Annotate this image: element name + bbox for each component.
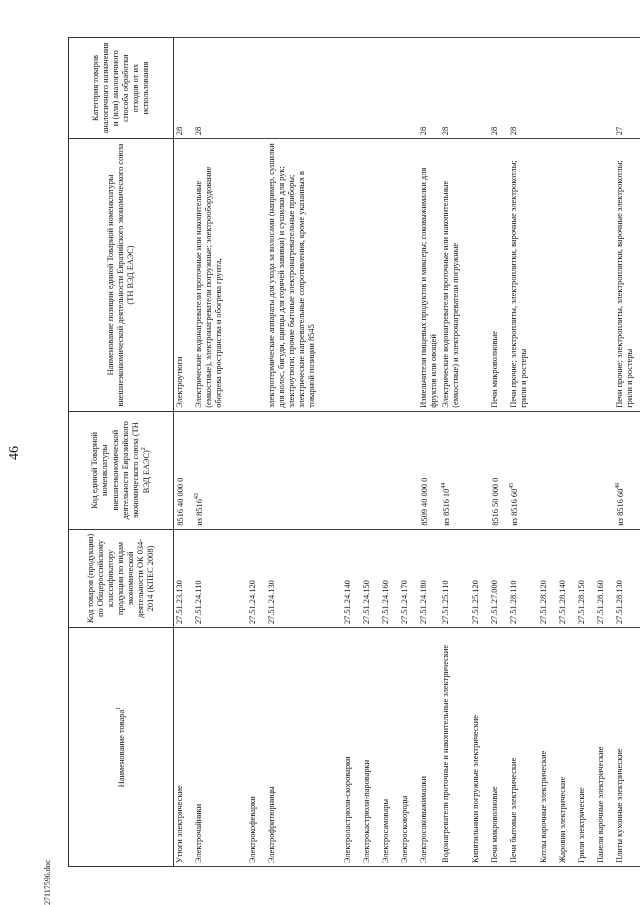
cell-tnved-name: Электрические водонагреватели проточные или накопительные (емкостные), электронагреватели погружные; электрооборудование обогрева пространства и обогрева грунта, — [193, 139, 247, 412]
table-header-row — [69, 38, 174, 867]
cell-category — [266, 38, 342, 139]
cell-tnved-name — [595, 139, 614, 412]
cell-okpd: 27.51.24.120 — [247, 529, 266, 627]
cell-name: Кипятильники погружные электрические — [470, 628, 489, 867]
cell-category: 28 — [193, 38, 247, 139]
cell-okpd: 27.51.24.110 — [193, 529, 247, 627]
table-row — [193, 38, 247, 867]
cell-category — [595, 38, 614, 139]
cell-tnved — [538, 411, 557, 529]
cell-tnved-name — [247, 139, 266, 412]
cell-tnved — [595, 411, 614, 529]
cell-category: 28 — [174, 38, 194, 139]
footer-doc-name: 27117596.doc — [43, 859, 52, 905]
header-category: Категория товаров аналогичного назначения и (или) аналогичного способа обработки отходов от их использования — [69, 38, 174, 139]
cell-name: Электрофритюрницы — [266, 628, 342, 867]
cell-tnved-name: Электрические водонагреватели проточные или накопительные (емкостные) и электронагреватели погружные — [440, 139, 470, 412]
table-row — [266, 38, 342, 867]
cell-name: Плиты кухонные электрические — [614, 628, 640, 867]
table-row — [361, 38, 380, 867]
cell-name: Электросамовары — [380, 628, 399, 867]
cell-okpd: 27.51.28.130 — [614, 529, 640, 627]
cell-tnved — [557, 411, 576, 529]
cell-tnved: из 8516 $10^{44}$ — [440, 411, 470, 529]
cell-name: Котлы варочные электрические — [538, 628, 557, 867]
table-row — [576, 38, 595, 867]
cell-name: Электрочайники — [193, 628, 247, 867]
cell-tnved-name — [557, 139, 576, 412]
cell-okpd: 27.51.24.150 — [361, 529, 380, 627]
cell-tnved-name — [342, 139, 361, 412]
cell-tnved-name — [399, 139, 418, 412]
cell-tnved: из 8516$^{43}$ — [193, 411, 247, 529]
cell-category — [576, 38, 595, 139]
cell-okpd: 27.51.28.140 — [557, 529, 576, 627]
goods-table — [68, 37, 640, 867]
cell-okpd: 27.51.24.130 — [266, 529, 342, 627]
cell-tnved-name: Измельчители пищевых продуктов и миксеры; соковыжималки для фруктов или овощей — [418, 139, 440, 412]
cell-tnved — [380, 411, 399, 529]
cell-category: 28 — [440, 38, 470, 139]
table-row — [595, 38, 614, 867]
cell-tnved: 8516 40 000 0 — [174, 411, 194, 529]
cell-name: Электроластрюли-скороварки — [342, 628, 361, 867]
table-body — [174, 38, 640, 867]
cell-tnved — [342, 411, 361, 529]
cell-tnved-name — [470, 139, 489, 412]
header-tnved-name: Наименование позиции единой Товарной номенклатуры внешнеэкономической деятельности Евразийского экономического союза (ТН ВЭД ЕАЭС) — [69, 139, 174, 412]
cell-tnved: 8516 50 000 0 — [489, 411, 508, 529]
cell-tnved: 8509 40 000 0 — [418, 411, 440, 529]
cell-name: Электросоковыжималки — [418, 628, 440, 867]
cell-tnved — [361, 411, 380, 529]
header-okpd: Код товаров (продукции) по Общероссийскому классификатору продукции по видам экономической деятельности ОК 034-2014 (КПЕС 2008) — [69, 529, 174, 627]
cell-name: Печи бытовые электрические — [508, 628, 538, 867]
cell-okpd: 27.51.25.120 — [470, 529, 489, 627]
table-row — [538, 38, 557, 867]
cell-okpd: 27.51.28.120 — [538, 529, 557, 627]
cell-tnved: из 8516 $60^{45}$ — [508, 411, 538, 529]
cell-category: 28 — [508, 38, 538, 139]
cell-okpd: 27.51.25.110 — [440, 529, 470, 627]
cell-name: Грили электрические — [576, 628, 595, 867]
cell-category — [380, 38, 399, 139]
cell-tnved-name: Печи прочие; электроплиты, электроплитки, варочные электрокотлы; грили и ростеры — [508, 139, 538, 412]
cell-tnved-name — [380, 139, 399, 412]
table-row — [247, 38, 266, 867]
cell-tnved-name — [576, 139, 595, 412]
cell-okpd: 27.51.24.170 — [399, 529, 418, 627]
rotated-table-wrapper — [68, 37, 635, 867]
cell-tnved-name: Электроутюги — [174, 139, 194, 412]
cell-name: Панели варочные электрические — [595, 628, 614, 867]
cell-category — [399, 38, 418, 139]
cell-category: 27 — [614, 38, 640, 139]
cell-name: Жаровни электрические — [557, 628, 576, 867]
cell-tnved-name: Печи микроволновые — [489, 139, 508, 412]
cell-name: Электрокофеварки — [247, 628, 266, 867]
cell-okpd: 27.51.24.160 — [380, 529, 399, 627]
cell-name: Электросковороды — [399, 628, 418, 867]
cell-tnved — [266, 411, 342, 529]
cell-tnved-name — [538, 139, 557, 412]
cell-name: Электрокастрюли-пароварки — [361, 628, 380, 867]
table-row — [470, 38, 489, 867]
table-row — [489, 38, 508, 867]
cell-okpd: 27.51.28.150 — [576, 529, 595, 627]
table-row — [174, 38, 194, 867]
cell-okpd: 27.51.27.000 — [489, 529, 508, 627]
cell-okpd: 27.51.28.160 — [595, 529, 614, 627]
cell-category — [538, 38, 557, 139]
cell-tnved — [399, 411, 418, 529]
cell-category — [470, 38, 489, 139]
cell-tnved — [470, 411, 489, 529]
table-row — [418, 38, 440, 867]
cell-okpd: 27.51.24.140 — [342, 529, 361, 627]
cell-tnved — [576, 411, 595, 529]
cell-tnved-name: Печи прочие; электроплиты, электроплитки, варочные электрокотлы; грили и ростеры — [614, 139, 640, 412]
cell-tnved-name — [361, 139, 380, 412]
cell-okpd: 27.51.28.110 — [508, 529, 538, 627]
cell-category: 28 — [489, 38, 508, 139]
header-tnved: Код единой Товарной номенклатуры внешнеэкономической деятельности Евразийского экономического союза (ТН ВЭД ЕАЭС)$^2$ — [69, 411, 174, 529]
cell-okpd: 27.51.23.130 — [174, 529, 194, 627]
table-row — [342, 38, 361, 867]
page-number: 46 — [7, 446, 22, 460]
cell-tnved-name: электротермические аппараты для ухода за волосами (например, сушилки для волос, бигуди, щипцы для горячей завивки) и сушилки для рук; электроутюги; прочие бытовые электронагревательные приборы; электрические нагревательные сопротивления, кроме указанных в товарной позиции 8545 — [266, 139, 342, 412]
table-row — [614, 38, 640, 867]
header-name: Наименование товара$^1$ — [69, 628, 174, 867]
table-row — [508, 38, 538, 867]
cell-category — [361, 38, 380, 139]
cell-category — [557, 38, 576, 139]
cell-name: Печи микроволновые — [489, 628, 508, 867]
cell-okpd: 27.51.24.180 — [418, 529, 440, 627]
table-row — [557, 38, 576, 867]
cell-name: Утюги электрические — [174, 628, 194, 867]
cell-tnved: из 8516 $60^{46}$ — [614, 411, 640, 529]
cell-category — [342, 38, 361, 139]
cell-tnved — [247, 411, 266, 529]
table-row — [440, 38, 470, 867]
table-row — [399, 38, 418, 867]
cell-name: Водонагреватели проточные и накопительные электрические — [440, 628, 470, 867]
table-row — [380, 38, 399, 867]
cell-category — [247, 38, 266, 139]
cell-category: 28 — [418, 38, 440, 139]
